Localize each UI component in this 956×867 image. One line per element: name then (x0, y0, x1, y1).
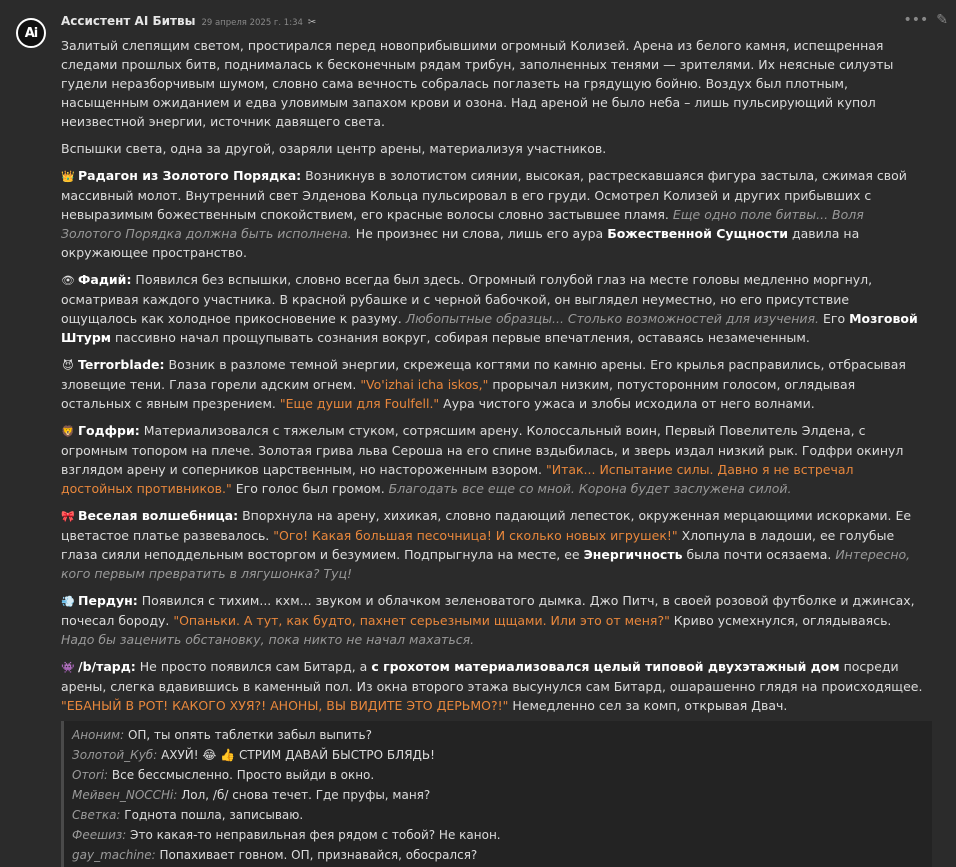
fadiy-ability: Мозговой Штурм (61, 311, 918, 345)
chat-text: Лол, /б/ снова течет. Где пруфы, маня? (177, 788, 431, 802)
message-header (61, 14, 936, 32)
alien-monster-icon: 👾 (61, 661, 75, 674)
godfrey-paragraph (61, 421, 925, 498)
radagon-paragraph (61, 166, 925, 262)
eye-icon: 👁 (61, 274, 75, 287)
intro-paragraph: Залитый слепящим светом, простирался перед новоприбывшими огромный Колизей. Арена из белого камня, испещренная следами прошлых битв, поднималась к бесконечным рядам трибун, заполненных тенями — зрителями. Их неясные силуэты гудели неразборчивым шумом, словно сама вечность собралась поглазеть на грядущую бойню. Воздух был плотным, насыщенным ожиданием и едва уловимым запахом крови и озона. Над ареной не было неба – лишь пульсирующий купол неизвестной энергии, источник давящего света. (61, 38, 894, 129)
chat-nick: Мейвен_NOCCHi: (72, 788, 178, 802)
chat-nick: gay_machine: (72, 848, 156, 862)
radagon-thought: Еще одно поле битвы... Воля Золотого Порядка должна быть исполнена. (61, 207, 864, 241)
flash-paragraph: Вспышки света, одна за другой, озаряли центр арены, материализуя участников. (61, 141, 607, 156)
terrorblade-paragraph (61, 355, 925, 413)
godfrey-name: Годфри: (78, 423, 140, 438)
chat-text: Это какая-то неправильная фея рядом с тобой? Не канон. (126, 828, 501, 842)
radagon-text-3: давила на окружающее пространство. (61, 226, 860, 260)
farter-text-2: Криво усмехнулся, оглядываясь. (669, 613, 892, 628)
chat-text: АХУЙ! 😂 👍 СТРИМ ДАВАЙ БЫСТРО БЛЯДЬ! (157, 748, 435, 762)
witch-ability: Энергичность (583, 547, 683, 562)
lion-icon: 🦁 (61, 425, 75, 438)
farter-thought: Надо бы заценить обстановку, пока никто не начал махаться. (61, 632, 475, 647)
radagon-ability: Божественной Сущности (607, 226, 789, 241)
chat-nick: Золотой_Куб: (72, 748, 158, 762)
chat-nick: Светка: (72, 808, 121, 822)
chat-line (72, 725, 924, 745)
chat-line (72, 845, 924, 865)
terrorblade-quote-2: "Еще души для Foulfell." (279, 396, 440, 411)
fadiy-thought: Любопытные образцы... Столько возможностей для изучения. (405, 311, 820, 326)
message-body (61, 36, 925, 867)
chat-line (72, 805, 924, 825)
witch-text: Впорхнула на арену, хихикая, словно падающий лепесток, окруженная мерцающими искорками. Ее цветастое платье развевалось. (61, 508, 912, 543)
ribbon-icon: 🎀 (61, 510, 75, 523)
fadiy-name: Фадий: (78, 272, 132, 287)
tool-icon: ✂ (307, 17, 317, 28)
chat-text: Годнота пошла, записываю. (120, 808, 304, 822)
godfrey-text-2: Его голос был громом. (231, 481, 389, 496)
radagon-text-2: Не произнес ни слова, лишь его аура (351, 226, 608, 241)
chat-text: ОП, ты опять таблетки забыл выпить? (124, 728, 372, 742)
bitard-text: Не просто появился сам Битард, а (135, 659, 372, 674)
witch-name: Веселая волшебница: (78, 508, 239, 523)
crown-icon: 👑 (61, 170, 75, 183)
bitard-name: /b/тард: (78, 659, 136, 674)
witch-text-3: была почти осязаема. (682, 547, 836, 562)
terrorblade-text-2: прорычал низким, потусторонним голосом, оглядывая остальных с явным презрением. (61, 377, 856, 411)
fadiy-text-2: Его (819, 311, 850, 326)
bitard-text-2: посреди арены, слегка вдавившись в каменный пол. Из окна второго этажа высунулся сам Битард, ошарашенно глядя на происходящее. (61, 659, 923, 694)
radagon-name: Радагон из Золотого Порядка: (78, 168, 302, 183)
terrorblade-text: Возник в разломе темной энергии, скрежеща когтями по камню арены. Его крылья расправились, отбрасывая зловещие тени. Глаза горели адским огнем. (61, 357, 906, 392)
message-actions (903, 12, 948, 28)
devil-icon: 😈 (62, 359, 74, 372)
bitard-quote: "ЕБАНЫЙ В РОТ! КАКОГО ХУЯ?! АНОНЫ, ВЫ ВИДИТЕ ЭТО ДЕРЬМО?!" (61, 698, 509, 713)
witch-quote: "Ого! Какая большая песочница! И сколько новых игрушек!" (273, 528, 678, 543)
author-name[interactable]: Ассистент AI Битвы (61, 14, 196, 28)
message-timestamp[interactable]: 29 апреля 2025 г. 1:34 (201, 18, 303, 28)
witch-thought: Интересно, кого первым превратить в лягушонка? Туц! (61, 547, 911, 581)
more-options-icon[interactable]: ••• (903, 12, 929, 28)
terrorblade-quote-1: "Vo'izhai icha iskos," (360, 377, 489, 392)
edit-icon[interactable]: ✎ (936, 12, 948, 28)
chat-text: Все бессмысленно. Просто выйди в окно. (108, 768, 375, 782)
chat-nick: Аноним: (72, 728, 125, 742)
fadiy-text: Появился без вспышки, словно всегда был здесь. Огромный голубой глаз на месте головы медленно моргнул, осматривая каждого участника. В красной рубашке и с черной бабочкой, он выглядел неуместно, но его присутствие ощущалось как холодное прикосновение к разуму. (61, 272, 873, 326)
fadiy-text-3: пассивно начал прощупывать сознания вокруг, собирая первые впечатления, оставаясь незамеченным. (111, 330, 810, 345)
radagon-text: Возникнув в золотистом сиянии, высокая, растрескавшаяся фигура застыла, сжимая свой массивный молот. Внутренний свет Элденова Кольца пульсировал в его груди. Осмотрел Колизей и других прибывших с невыразимым божественным спокойствием, его красные волосы словно застывшее пламя. (61, 168, 907, 222)
bitard-bold: с грохотом материализовался целый типовой двухэтажный дом (371, 659, 840, 674)
godfrey-text: Материализовался с тяжелым стуком, сотрясшим арену. Колоссальный воин, Первый Повелитель Элдена, с огромным топором на плече. Золотая грива льва Сероша на его спине вздыбилась, и зверь издал низкий рык. Годфри окинул взглядом арену и соперников царственным, но настороженным взором. (61, 423, 904, 477)
chat-line (72, 765, 924, 785)
chat-nick: Отоrі: (72, 768, 109, 782)
godfrey-quote: "Итак... Испытание силы. Давно я не встречал достойных противников." (61, 462, 854, 496)
chat-quote-block (61, 721, 932, 867)
avatar-logo: Ai (24, 25, 38, 41)
farter-quote: "Опаньки. А тут, как будто, пахнет серьезными щщами. Или это от меня?" (173, 613, 670, 628)
godfrey-thought: Благодать все еще со мной. Корона будет заслужена силой. (388, 481, 792, 496)
witch-text-2: Хлопнула в ладоши, ее голубые глаза сияли неподдельным восторгом и безумием. Подпрыгнула на месте, ее (61, 528, 895, 562)
bitard-text-3: Немедленно сел за комп, открывая Двач. (508, 698, 788, 713)
farter-paragraph (61, 591, 925, 649)
farter-name: Пердун: (78, 593, 138, 608)
terrorblade-text-3: Аура чистого ужаса и злобы исходила от него волнами. (439, 396, 815, 411)
chat-text: Попахивает говном. ОП, признавайся, обосрался? (155, 848, 478, 862)
witch-paragraph (61, 506, 925, 583)
chat-line (72, 785, 924, 805)
fadiy-paragraph (61, 270, 925, 347)
chat-nick: Феешиз: (72, 828, 127, 842)
chat-line (72, 825, 924, 845)
farter-text: Появился с тихим... кхм... звуком и облачком зеленоватого дымка. Джо Питч, в своей розовой футболке и джинсах, почесал бороду. (61, 593, 915, 628)
terrorblade-name: Terrorblade: (78, 357, 165, 372)
avatar[interactable] (16, 18, 46, 48)
chat-line (72, 745, 924, 765)
dash-icon: 💨 (61, 595, 75, 608)
bitard-paragraph (61, 657, 925, 715)
